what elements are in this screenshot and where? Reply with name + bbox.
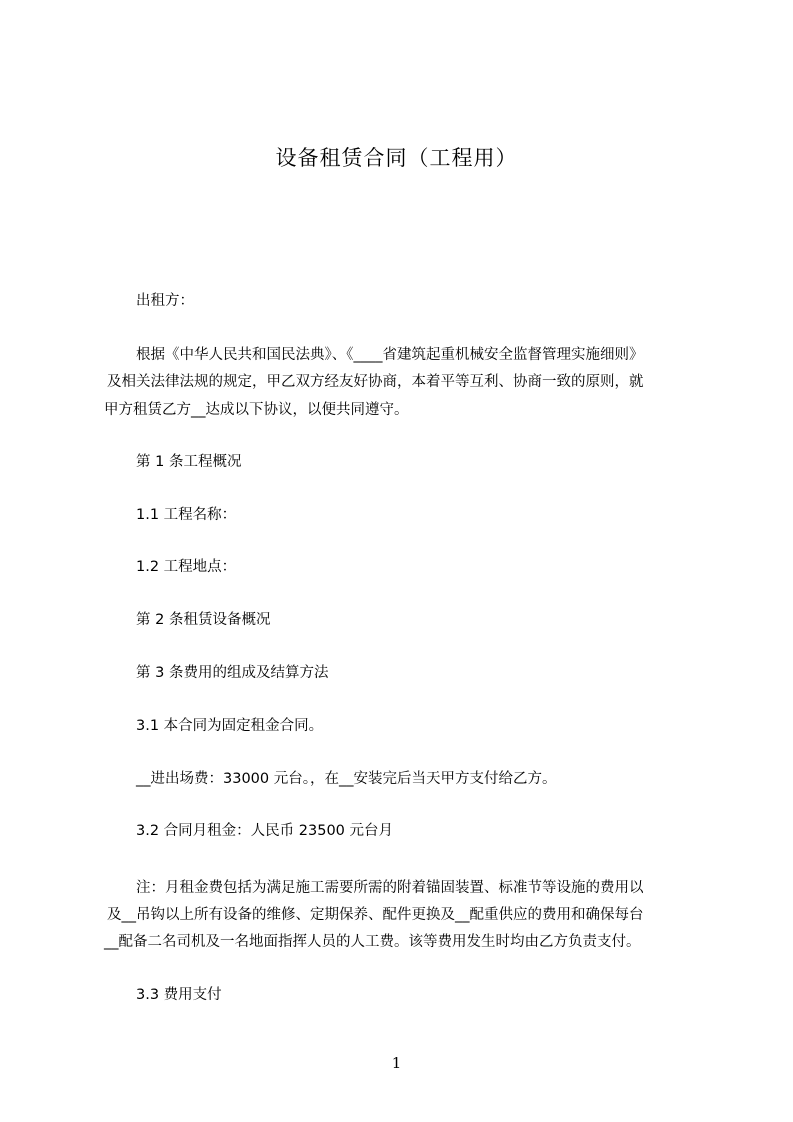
clause-1-1: 1.1 工程名称： xyxy=(136,507,237,523)
article-1-heading: 第 1 条工程概况 xyxy=(136,454,242,470)
preamble-line: 根据《中华人民共和国民法典》、《____省建筑起重机械安全监督管理实施细则》 xyxy=(136,347,644,363)
entry-fee-line: __进出场费：33000 元台。，在__安装完后当天甲方支付给乙方。 xyxy=(136,771,557,787)
lessor-label: 出租方： xyxy=(136,293,194,309)
clause-3-1: 3.1 本合同为固定租金合同。 xyxy=(136,718,324,734)
note-line: __配备二名司机及一名地面指挥人员的人工费。该等费用发生时均由乙方负责支付。 xyxy=(104,934,641,950)
note-line: 及__吊钩以上所有设备的维修、定期保养、配件更换及__配重供应的费用和确保每台 xyxy=(107,907,644,923)
clause-3-2: 3.2 合同月租金：人民币 23500 元台月 xyxy=(136,823,394,839)
article-2-heading: 第 2 条租赁设备概况 xyxy=(136,612,271,628)
article-3-heading: 第 3 条费用的组成及结算方法 xyxy=(136,665,329,681)
page-number: 1 xyxy=(391,1054,402,1072)
clause-1-2: 1.2 工程地点： xyxy=(136,559,237,575)
page-title: 设备租赁合同（工程用） xyxy=(275,146,518,170)
note-line: 注：月租金费包括为满足施工需要所需的附着锚固装置、标准节等设施的费用以 xyxy=(136,880,644,896)
preamble-line: 甲方租赁乙方__达成以下协议，以便共同遵守。 xyxy=(104,402,409,418)
preamble-line: 及相关法律法规的规定，甲乙双方经友好协商，本着平等互利、协商一致的原则，就 xyxy=(107,374,644,390)
clause-3-3: 3.3 费用支付 xyxy=(136,987,222,1003)
